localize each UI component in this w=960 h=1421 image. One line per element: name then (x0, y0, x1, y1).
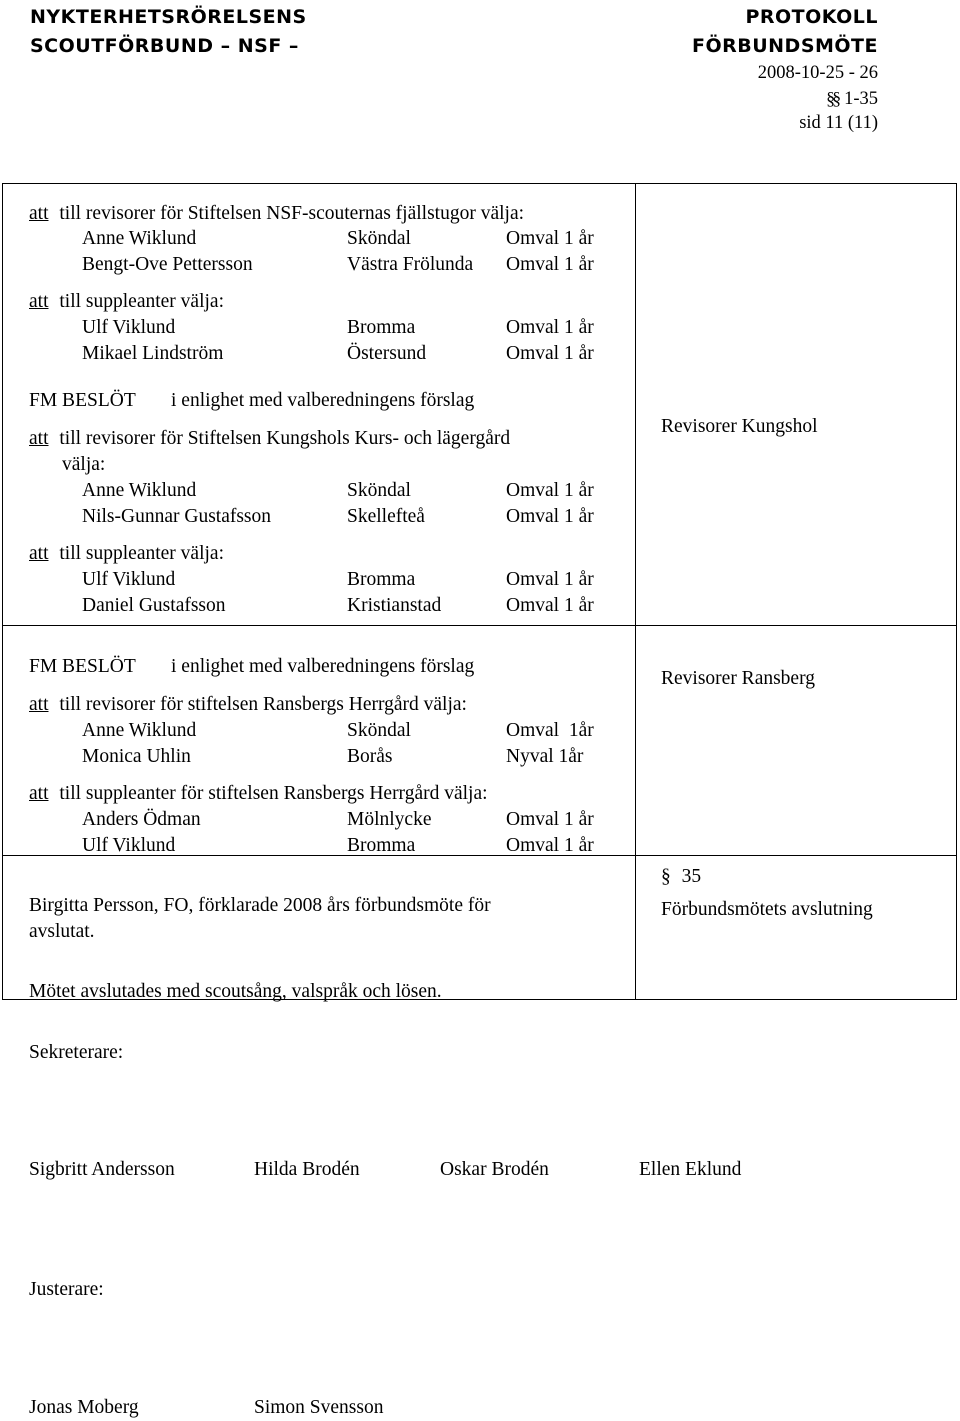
justerare-name: Jonas Moberg (29, 1397, 139, 1418)
person-term: Nyval 1år (506, 746, 584, 767)
person-place: Kristianstad (347, 595, 442, 616)
motion-revisorer-ransberg (29, 692, 467, 718)
meeting-date: 2008-10-25 - 26 (757, 63, 878, 83)
person-place: Sköndal (347, 480, 411, 501)
section-range (826, 86, 878, 111)
page-number: sid 11 (11) (799, 113, 878, 133)
signatory-name: Oskar Brodén (440, 1159, 549, 1180)
column-divider (635, 183, 636, 1000)
section-number: 35 (681, 866, 702, 887)
signatory-name: Sigbritt Andersson (29, 1159, 175, 1180)
person-place: Västra Frölunda (347, 254, 474, 275)
motion-text: till suppleanter välja: (59, 291, 224, 312)
person-name: Ulf Viklund (82, 835, 176, 856)
final-line: Mötet avslutades med scoutsång, valspråk och lösen. (29, 981, 442, 1002)
closing-text-line2: avslutat. (29, 921, 95, 942)
person-term: Omval 1 år (506, 569, 594, 590)
doc-type: PROTOKOLL (745, 6, 878, 28)
motion-revisorer-kungshol (29, 426, 510, 452)
person-term: Omval 1 år (506, 343, 594, 364)
section-symbol: § (661, 866, 671, 887)
person-place: Sköndal (347, 720, 411, 741)
person-term: Omval 1 år (506, 506, 594, 527)
person-place: Borås (347, 746, 393, 767)
decision-label: FM BESLÖT (29, 390, 136, 411)
motion-text: till suppleanter för stiftelsen Ransbergs Herrgård välja: (59, 783, 488, 804)
justerare-name: Simon Svensson (254, 1397, 384, 1418)
sekreterare-label: Sekreterare: (29, 1042, 124, 1063)
signatory-name: Hilda Brodén (254, 1159, 360, 1180)
person-name: Anders Ödman (82, 809, 201, 830)
person-term: Omval 1 år (506, 835, 594, 856)
person-name: Nils-Gunnar Gustafsson (82, 506, 272, 527)
signatory-name: Ellen Eklund (639, 1159, 742, 1180)
section-range-value: 1-35 (844, 89, 878, 109)
section-heading (661, 864, 701, 890)
motion-text: till revisorer för Stiftelsen NSF-scouternas fjällstugor välja: (59, 203, 525, 224)
person-place: Östersund (347, 343, 427, 364)
section-symbol: §§ (826, 88, 839, 108)
person-name: Anne Wiklund (82, 480, 197, 501)
att-marker: att (29, 203, 49, 224)
side-note-ransberg: Revisorer Ransberg (661, 668, 815, 689)
motion-suppleanter-fjallstugor (29, 289, 224, 315)
org-name-line1: NYKTERHETSRÖRELSENS (30, 6, 307, 28)
person-place: Bromma (347, 835, 416, 856)
person-name: Anne Wiklund (82, 228, 197, 249)
motion-suppleanter-ransberg (29, 781, 488, 807)
motion-text: till revisorer för Stiftelsen Kungshols Kurs- och lägergård (59, 428, 511, 449)
person-term: Omval 1 år (506, 317, 594, 338)
person-name: Ulf Viklund (82, 317, 176, 338)
person-place: Bromma (347, 569, 416, 590)
att-marker: att (29, 694, 49, 715)
person-name: Anne Wiklund (82, 720, 197, 741)
person-name: Daniel Gustafsson (82, 595, 226, 616)
motion-text-cont: välja: (62, 454, 106, 475)
person-place: Skellefteå (347, 506, 425, 527)
person-term: Omval 1 år (506, 480, 594, 501)
closing-text-line1: Birgitta Persson, FO, förklarade 2008 års förbundsmöte för (29, 895, 491, 916)
person-place: Sköndal (347, 228, 411, 249)
org-name-line2: SCOUTFÖRBUND – NSF – (30, 35, 299, 57)
person-term: Omval 1 år (506, 595, 594, 616)
decision-text: i enlighet med valberedningens förslag (171, 390, 475, 411)
person-place: Bromma (347, 317, 416, 338)
motion-revisorer-fjallstugor (29, 201, 524, 227)
person-term: Omval 1 år (506, 228, 594, 249)
decision-label: FM BESLÖT (29, 656, 136, 677)
person-term: Omval 1år (506, 720, 594, 741)
person-place: Mölnlycke (347, 809, 432, 830)
meeting-title: FÖRBUNDSMÖTE (691, 35, 878, 57)
section-title: Förbundsmötets avslutning (661, 899, 873, 920)
att-marker: att (29, 428, 49, 449)
att-marker: att (29, 291, 49, 312)
att-marker: att (29, 783, 49, 804)
person-term: Omval 1 år (506, 809, 594, 830)
side-note-kungshol: Revisorer Kungshol (661, 416, 818, 437)
motion-suppleanter-kungshol (29, 541, 224, 567)
person-name: Mikael Lindström (82, 343, 224, 364)
person-term: Omval 1 år (506, 254, 594, 275)
person-name: Monica Uhlin (82, 746, 191, 767)
att-marker: att (29, 543, 49, 564)
motion-text: till suppleanter välja: (59, 543, 224, 564)
decision-text: i enlighet med valberedningens förslag (171, 656, 475, 677)
person-name: Bengt-Ove Pettersson (82, 254, 253, 275)
person-name: Ulf Viklund (82, 569, 176, 590)
row-divider-1 (2, 625, 957, 626)
justerare-label: Justerare: (29, 1279, 104, 1300)
motion-text: till revisorer för stiftelsen Ransbergs Herrgård välja: (59, 694, 467, 715)
